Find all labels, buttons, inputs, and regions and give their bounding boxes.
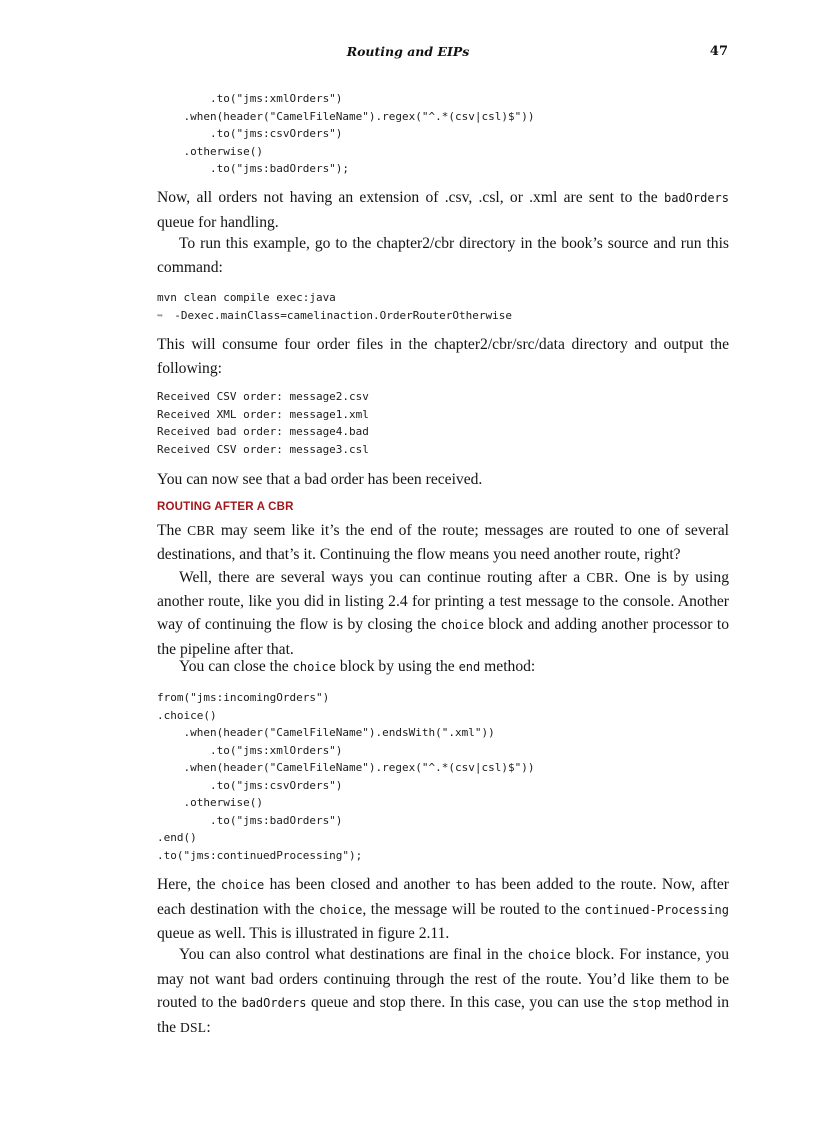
code-line: .otherwise()	[157, 144, 263, 158]
line-continuation-icon: ➥	[157, 310, 162, 322]
inline-code: badOrders	[663, 191, 729, 205]
paragraph-run-example: To run this example, go to the chapter2/cbr directory in the book’s source and run this command:	[157, 235, 729, 276]
code-line: .to("jms:csvOrders")	[157, 778, 343, 792]
command-line-continued: ➥ -Dexec.mainClass=camelinaction.OrderRouterOtherwise	[157, 308, 513, 322]
output-line: Received CSV order: message2.csv	[157, 390, 369, 403]
code-line: .to("jms:xmlOrders")	[157, 743, 343, 757]
code-line: from("jms:incomingOrders")	[157, 691, 330, 704]
code-line: .choice()	[157, 708, 217, 722]
output-line: Received bad order: message4.bad	[157, 425, 369, 438]
code-line: .end()	[157, 831, 197, 844]
inline-code: badOrders	[241, 996, 307, 1010]
code-line: .when(header("CamelFileName").regex("^.*(csv|csl)$"))	[157, 109, 535, 123]
inline-code: choice	[220, 878, 265, 892]
inline-code: choice	[292, 660, 336, 674]
command-listing	[157, 289, 512, 324]
inline-code: choice	[440, 618, 484, 632]
inline-code: choice	[527, 948, 571, 962]
code-line: .to("jms:xmlOrders")	[157, 92, 343, 105]
inline-code: choice	[318, 902, 363, 917]
code-line: .when(header("CamelFileName").regex("^.*(csv|csl)$"))	[157, 761, 535, 774]
inline-code: end	[458, 660, 481, 674]
paragraph-choice-closed: Here, the choice has been closed and another to has been added to the route. Now, after each destination with the choice, the message will be routed to the continued-Processing queue as well. This is illustrated in figure 2.11.	[157, 876, 729, 942]
code-line: .otherwise()	[157, 796, 263, 809]
code-line: .when(header("CamelFileName").endsWith(".xml"))	[157, 726, 495, 739]
paragraph-bad-order-received: You can now see that a bad order has been received.	[157, 471, 483, 488]
paragraph-cbr-end: The CBR may seem like it’s the end of the route; messages are routed to one of several destinations, and that’s it. Continuing the flow means you need another route, right?	[157, 522, 729, 563]
paragraph-continue-routing: Well, there are several ways you can continue routing after a CBR. One is by using another route, like you did in listing 2.4 for printing a test message to the console. Another way of continuing the flow is by closing the choice block and adding another processor to the pipeline after that.	[157, 569, 729, 658]
code-line: .to("jms:continuedProcessing");	[157, 848, 363, 862]
inline-code: to	[455, 878, 471, 892]
code-line: .to("jms:badOrders");	[157, 162, 350, 175]
inline-code: stop	[632, 996, 662, 1010]
page-number: 47	[709, 44, 728, 59]
paragraph-close-choice: You can close the choice block by using the end method:	[179, 658, 536, 675]
command-line: mvn clean compile exec:java	[157, 291, 336, 304]
output-line: Received XML order: message1.xml	[157, 407, 369, 421]
code-line: .to("jms:csvOrders")	[157, 127, 343, 140]
code-listing-continuation	[157, 90, 535, 178]
paragraph-consume-files: This will consume four order files in the chapter2/cbr/src/data directory and output the following:	[157, 336, 729, 377]
paragraph-final-destinations: You can also control what destinations are final in the choice block. For instance, you may not want bad orders continuing through the rest of the route. You’d like them to be routed to the badOrders queue and stop there. In this case, you can use the stop method in the DSL:	[157, 946, 729, 1036]
output-line: Received CSV order: message3.csl	[157, 442, 369, 456]
running-title: Routing and EIPs	[346, 44, 470, 59]
code-listing-end-method	[157, 689, 535, 864]
section-heading: ROUTING AFTER A CBR	[157, 501, 294, 513]
inline-code: continued-Processing	[584, 902, 729, 917]
console-output	[157, 388, 369, 458]
paragraph-bad-orders: Now, all orders not having an extension of .csv, .csl, or .xml are sent to the badOrders queue for handling.	[157, 189, 729, 231]
code-line: .to("jms:badOrders")	[157, 813, 343, 827]
